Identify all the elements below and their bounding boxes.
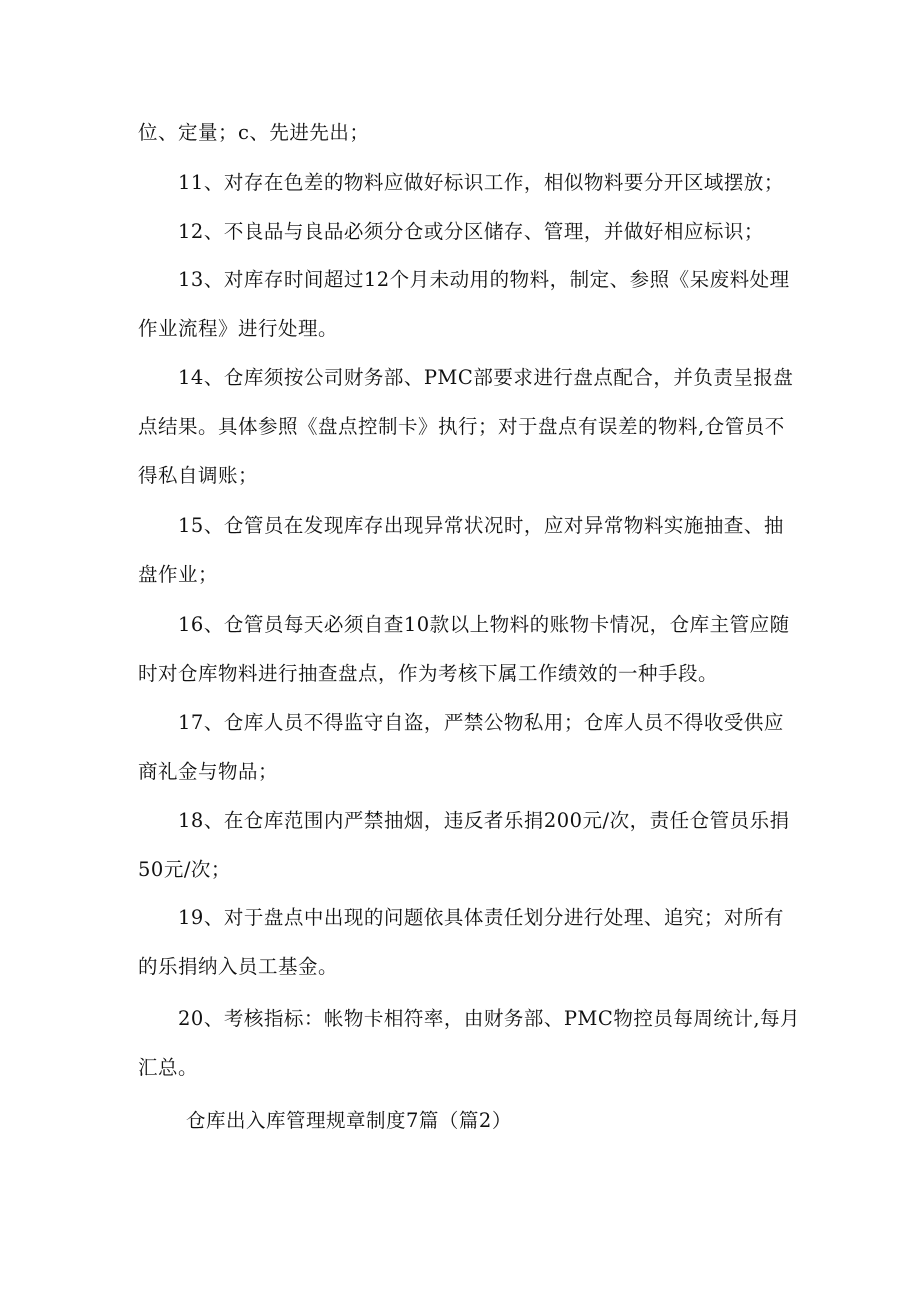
paragraph-line: 15、仓管员在发现库存出现异常状况时，应对异常物料实施抽查、抽 — [138, 514, 784, 537]
paragraph-line: 12、不良品与良品必须分仓或分区储存、管理，并做好相应标识； — [138, 220, 764, 243]
paragraph-item-15 — [138, 501, 788, 599]
section-heading: 仓库出入库管理规章制度7篇（篇2） — [186, 1109, 512, 1132]
paragraph-item-14 — [138, 353, 794, 500]
paragraph-line: 点结果。具体参照《盘点控制卡》执行；对于盘点有误差的物料,仓管员不 — [138, 415, 785, 438]
paragraph-line: 18、在仓库范围内严禁抽烟，违反者乐捐200元/次，责任仓管员乐捐 — [138, 809, 790, 832]
paragraph-line: 16、仓管员每天必须自查10款以上物料的账物卡情况，仓库主管应随 — [138, 613, 790, 636]
paragraph-line: 13、对库存时间超过12个月未动用的物料，制定、参照《呆废料处理 — [138, 268, 790, 291]
paragraph-line: 商礼金与物品； — [138, 760, 279, 783]
paragraph-item-18 — [138, 796, 788, 894]
paragraph-line: 11、对存在色差的物料应做好标识工作，相似物料要分开区域摆放； — [138, 171, 784, 194]
paragraph-line: 位、定量；c、先进先出； — [138, 121, 370, 144]
paragraph-line: 20、考核指标：帐物卡相符率，由财务部、PMC物控员每周统计,每月 — [138, 1007, 801, 1030]
paragraph-line: 的乐捐纳入员工基金。 — [138, 955, 339, 978]
paragraph-item-19 — [138, 893, 788, 991]
paragraph-line: 50元/次； — [138, 858, 231, 881]
paragraph-line: 19、对于盘点中出现的问题依具体责任划分进行处理、追究；对所有 — [138, 906, 784, 929]
paragraph-item-12 — [138, 207, 788, 256]
paragraph-line: 汇总。 — [138, 1056, 199, 1079]
paragraph-item-13 — [138, 255, 788, 353]
paragraph-line: 17、仓库人员不得监守自盗，严禁公物私用；仓库人员不得收受供应 — [138, 711, 784, 734]
paragraph-line: 得私自调账； — [138, 464, 259, 487]
paragraph-line: 14、仓库须按公司财务部、PMC部要求进行盘点配合，并负责呈报盘 — [138, 366, 794, 389]
paragraph-line: 时对仓库物料进行抽查盘点，作为考核下属工作绩效的一种手段。 — [138, 662, 719, 685]
paragraph-line: 盘作业； — [138, 563, 219, 586]
paragraph-continuation — [138, 108, 788, 157]
paragraph-item-20 — [138, 994, 801, 1092]
paragraph-item-11 — [138, 158, 788, 207]
paragraph-item-16 — [138, 600, 788, 698]
paragraph-line: 作业流程》进行处理。 — [138, 317, 339, 340]
paragraph-item-17 — [138, 698, 788, 796]
